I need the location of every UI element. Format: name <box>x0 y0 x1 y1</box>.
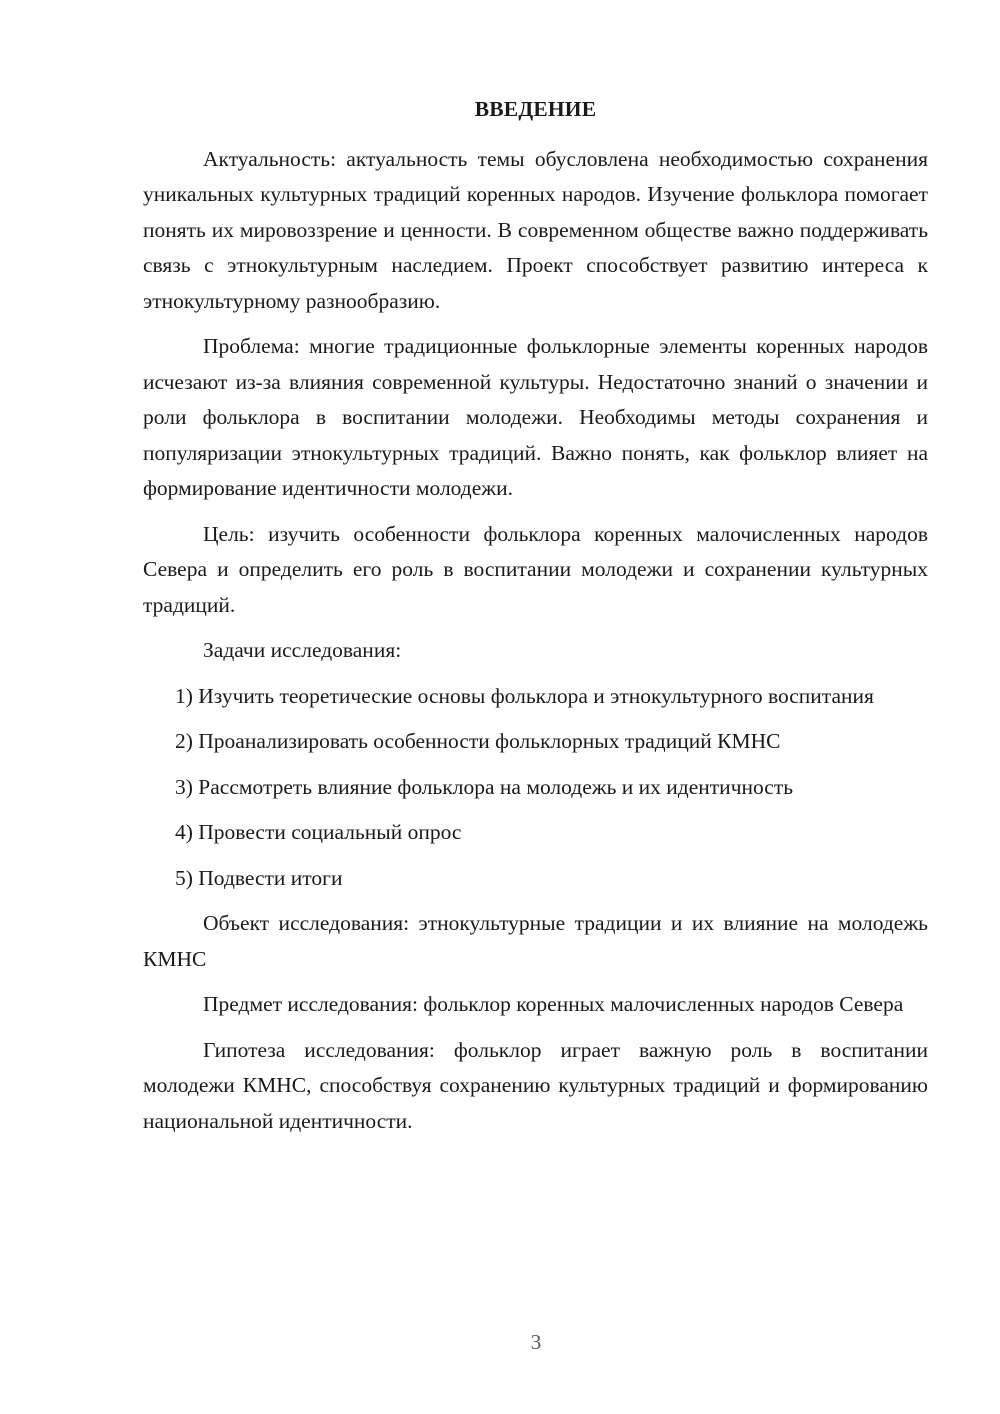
object-paragraph: Объект исследования: этнокультурные традиции и их влияние на молодежь КМНС <box>143 911 928 971</box>
page-body <box>143 92 928 1149</box>
task-item: 2) Проанализировать особенности фольклорных традиций КМНС <box>175 729 781 753</box>
task-item: 3) Рассмотреть влияние фольклора на молодежь и их идентичность <box>175 774 794 799</box>
hypothesis-paragraph: Гипотеза исследования: фольклор играет важную роль в воспитании молодежи КМНС, способствуя сохранению культурных традиций и формированию национальной идентичности. <box>143 1037 928 1133</box>
tasks-list <box>143 679 928 897</box>
goal-paragraph: Цель: изучить особенности фольклора коренных малочисленных народов Севера и определить его роль в воспитании молодежи и сохранении культурных традиций. <box>143 521 928 617</box>
problem-paragraph: Проблема: многие традиционные фольклорные элементы коренных народов исчезают из-за влияния современной культуры. Недостаточно знаний о значении и роли фольклора в воспитании молодежи. Необходимы методы сохранения и популяризации этнокультурных традиций. Важно понять, как фольклор влияет на формирование идентичности молодежи. <box>143 334 928 500</box>
task-item: 5) Подвести итоги <box>175 865 343 890</box>
tasks-heading: Задачи исследования: <box>203 638 402 662</box>
subject-paragraph: Предмет исследования: фольклор коренных малочисленных народов Севера <box>203 992 904 1016</box>
section-title: ВВЕДЕНИЕ <box>474 97 597 121</box>
task-item: 1) Изучить теоретические основы фольклора и этнокультурного воспитания <box>175 683 874 708</box>
page-number: 3 <box>530 1330 542 1354</box>
relevance-paragraph: Актуальность: актуальность темы обусловлена необходимостью сохранения уникальных культурных традиций коренных народов. Изучение фольклора помогает понять их мировоззрение и ценности. В современном обществе важно поддерживать связь с этнокультурным наследием. Проект способствует развитию интереса к этнокультурному разнообразию. <box>143 146 928 313</box>
task-item: 4) Провести социальный опрос <box>175 820 462 844</box>
